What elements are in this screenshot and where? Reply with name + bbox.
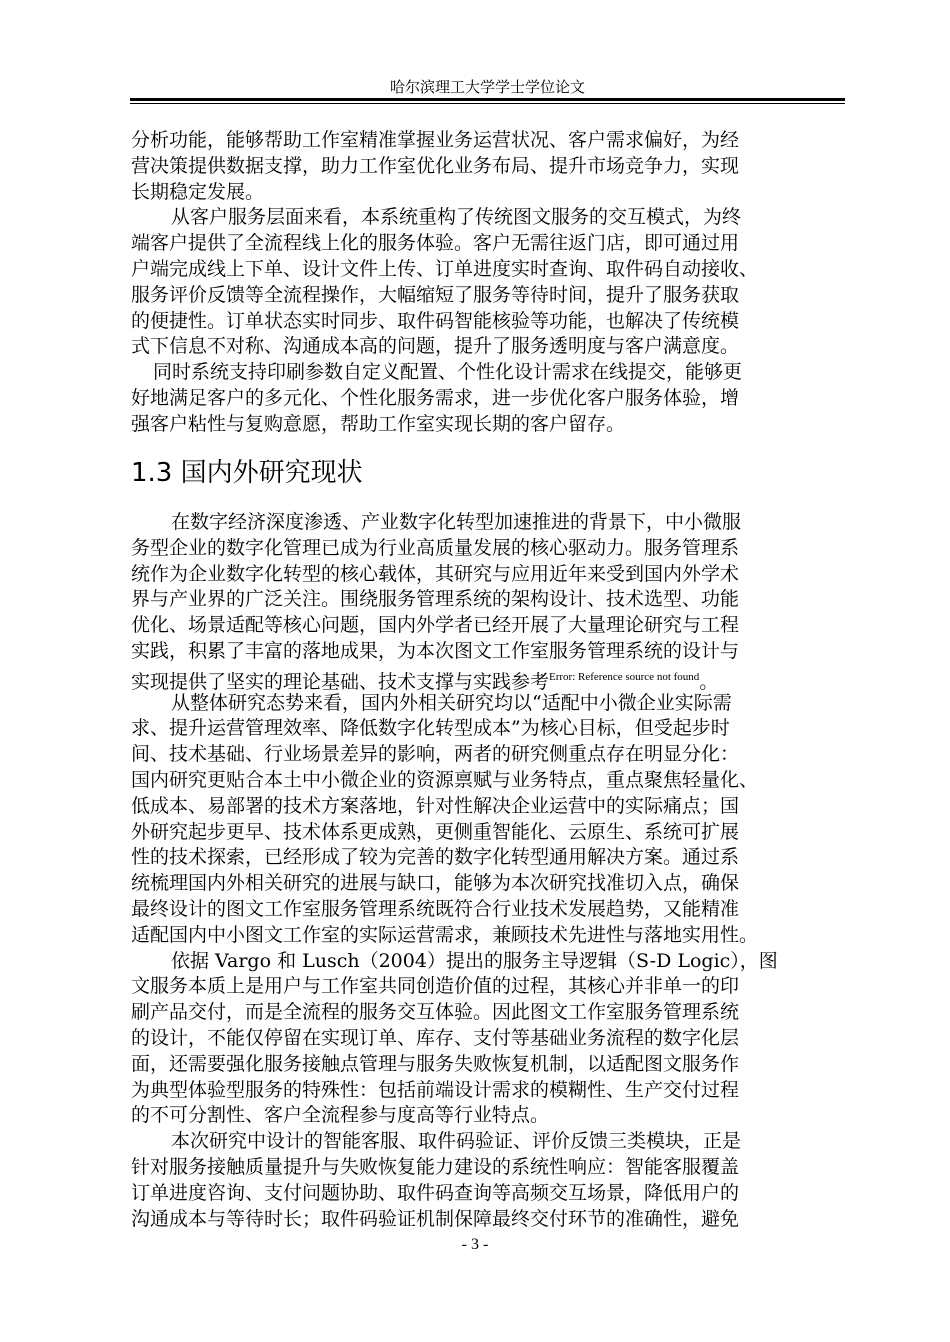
paragraph-line: 最终设计的图文工作室服务管理系统既符合行业技术发展趋势，又能精准: [131, 897, 740, 920]
paragraph-line: 在数字经济深度渗透、产业数字化转型加速推进的背景下，中小微服: [171, 511, 742, 533]
paragraph-line: 针对服务接触质量提升与失败恢复能力建设的系统性响应：智能客服覆盖: [131, 1155, 740, 1178]
header-rule-thick: [130, 98, 845, 101]
paragraph-line: 实践，积累了丰富的落地成果，为本次图文工作室服务管理系统的设计与: [131, 639, 740, 662]
paragraph-line: 为典型体验型服务的特殊性：包括前端设计需求的模糊性、生产交付过程: [131, 1078, 740, 1101]
paragraph-line: 低成本、易部署的技术方案落地，针对性解决企业运营中的实际痛点；国: [131, 794, 740, 817]
paragraph-line: 沟通成本与等待时长；取件码验证机制保障最终交付环节的准确性，避免: [131, 1207, 740, 1230]
paragraph-line: 强客户粘性与复购意愿，帮助工作室实现长期的客户留存。: [131, 412, 626, 435]
paragraph-line: 式下信息不对称、沟通成本高的问题，提升了服务透明度与客户满意度。: [131, 335, 740, 358]
paragraph-line: 从整体研究态势来看，国内外相关研究均以“适配中小微企业实际需: [171, 691, 732, 714]
body-text-main: [131, 510, 847, 1232]
running-header: 哈尔滨理工大学学士学位论文: [389, 78, 585, 96]
paragraph-line: 适配国内中小图文工作室的实际运营需求，兼顾技术先进性与落地实用性。: [131, 923, 759, 946]
reference-error-marker: Error: Reference source not found: [549, 670, 700, 683]
paragraph-line: 好地满足客户的多元化、个性化服务需求，进一步优化客户服务体验，增: [131, 386, 740, 409]
paragraph-line: 营决策提供数据支撑，助力工作室优化业务布局、提升市场竞争力，实现: [131, 154, 740, 177]
paragraph-line: 间、技术基础、行业场景差异的影响，两者的研究侧重点存在明显分化：: [131, 743, 740, 766]
paragraph-line: 依据 Vargo 和 Lusch（2004）提出的服务主导逻辑（S-D Logic），图: [171, 949, 778, 972]
paragraph-line: 端客户提供了全流程线上化的服务体验。客户无需往返门店，即可通过用: [131, 232, 740, 255]
paragraph-line: 性的技术探索，已经形成了较为完善的数字化转型通用解决方案。通过系: [131, 846, 740, 869]
paragraph-line: 文服务本质上是用户与工作室共同创造价值的过程，其核心并非单一的印: [131, 975, 740, 998]
paragraph-line: 刷产品交付，而是全流程的服务交互体验。因此图文工作室服务管理系统: [131, 1001, 740, 1024]
header-rule-thin: [130, 103, 845, 104]
page-number: - 3 -: [461, 1236, 489, 1253]
body-text-top: [131, 128, 847, 438]
paragraph-line: 订单进度咨询、支付问题协助、取件码查询等高频交互场景，降低用户的: [131, 1181, 740, 1204]
paragraph-line: 统作为企业数字化转型的核心载体，其研究与应用近年来受到国内外学术: [131, 562, 740, 585]
paragraph-line: 统梳理国内外相关研究的进展与缺口，能够为本次研究找准切入点，确保: [131, 872, 740, 895]
paragraph-line: 面，还需要强化服务接触点管理与服务失败恢复机制，以适配图文服务作: [131, 1052, 740, 1075]
paragraph-line: 分析功能，能够帮助工作室精准掌握业务运营状况、客户需求偏好，为经: [131, 129, 740, 151]
paragraph-line: 国内研究更贴合本土中小微企业的资源禀赋与业务特点，重点聚焦轻量化、: [131, 768, 759, 791]
paragraph-line: 的便捷性。订单状态实时同步、取件码智能核验等功能，也解决了传统模: [131, 309, 740, 332]
paragraph-line: 界与产业界的广泛关注。围绕服务管理系统的架构设计、技术选型、功能: [131, 588, 740, 611]
paragraph-line: 长期稳定发展。: [131, 180, 265, 203]
paragraph-line: 的设计，不能仅停留在实现订单、库存、支付等基础业务流程的数字化层: [131, 1026, 740, 1049]
paragraph-line: 服务评价反馈等全流程操作，大幅缩短了服务等待时间，提升了服务获取: [131, 283, 740, 306]
paragraph-line: 务型企业的数字化管理已成为行业高质量发展的核心驱动力。服务管理系: [131, 536, 740, 559]
paragraph-line: 户端完成线上下单、设计文件上传、订单进度实时查询、取件码自动接收、: [131, 257, 759, 280]
paragraph-line-with-ref: [131, 665, 847, 691]
section-heading: 1.3 国内外研究现状: [131, 458, 363, 488]
paragraph-line: 的不可分割性、客户全流程参与度高等行业特点。: [131, 1104, 550, 1127]
paragraph-line: 求、提升运营管理效率、降低数字化转型成本”为核心目标，但受起步时: [131, 717, 730, 740]
sentence-end: 。: [699, 670, 719, 693]
paragraph-line: 本次研究中设计的智能客服、取件码验证、评价反馈三类模块，正是: [171, 1130, 742, 1153]
paragraph-text: 实现提供了坚实的理论基础、技术支撑与实践参考: [131, 670, 550, 693]
paragraph-line: 优化、场景适配等核心问题，国内外学者已经开展了大量理论研究与工程: [131, 614, 740, 637]
paragraph-line: 从客户服务层面来看，本系统重构了传统图文服务的交互模式，为终: [171, 206, 742, 229]
paragraph-line: 外研究起步更早、技术体系更成熟，更侧重智能化、云原生、系统可扩展: [131, 820, 740, 843]
paragraph-line: 同时系统支持印刷参数自定义配置、个性化设计需求在线提交，能够更: [153, 361, 743, 384]
